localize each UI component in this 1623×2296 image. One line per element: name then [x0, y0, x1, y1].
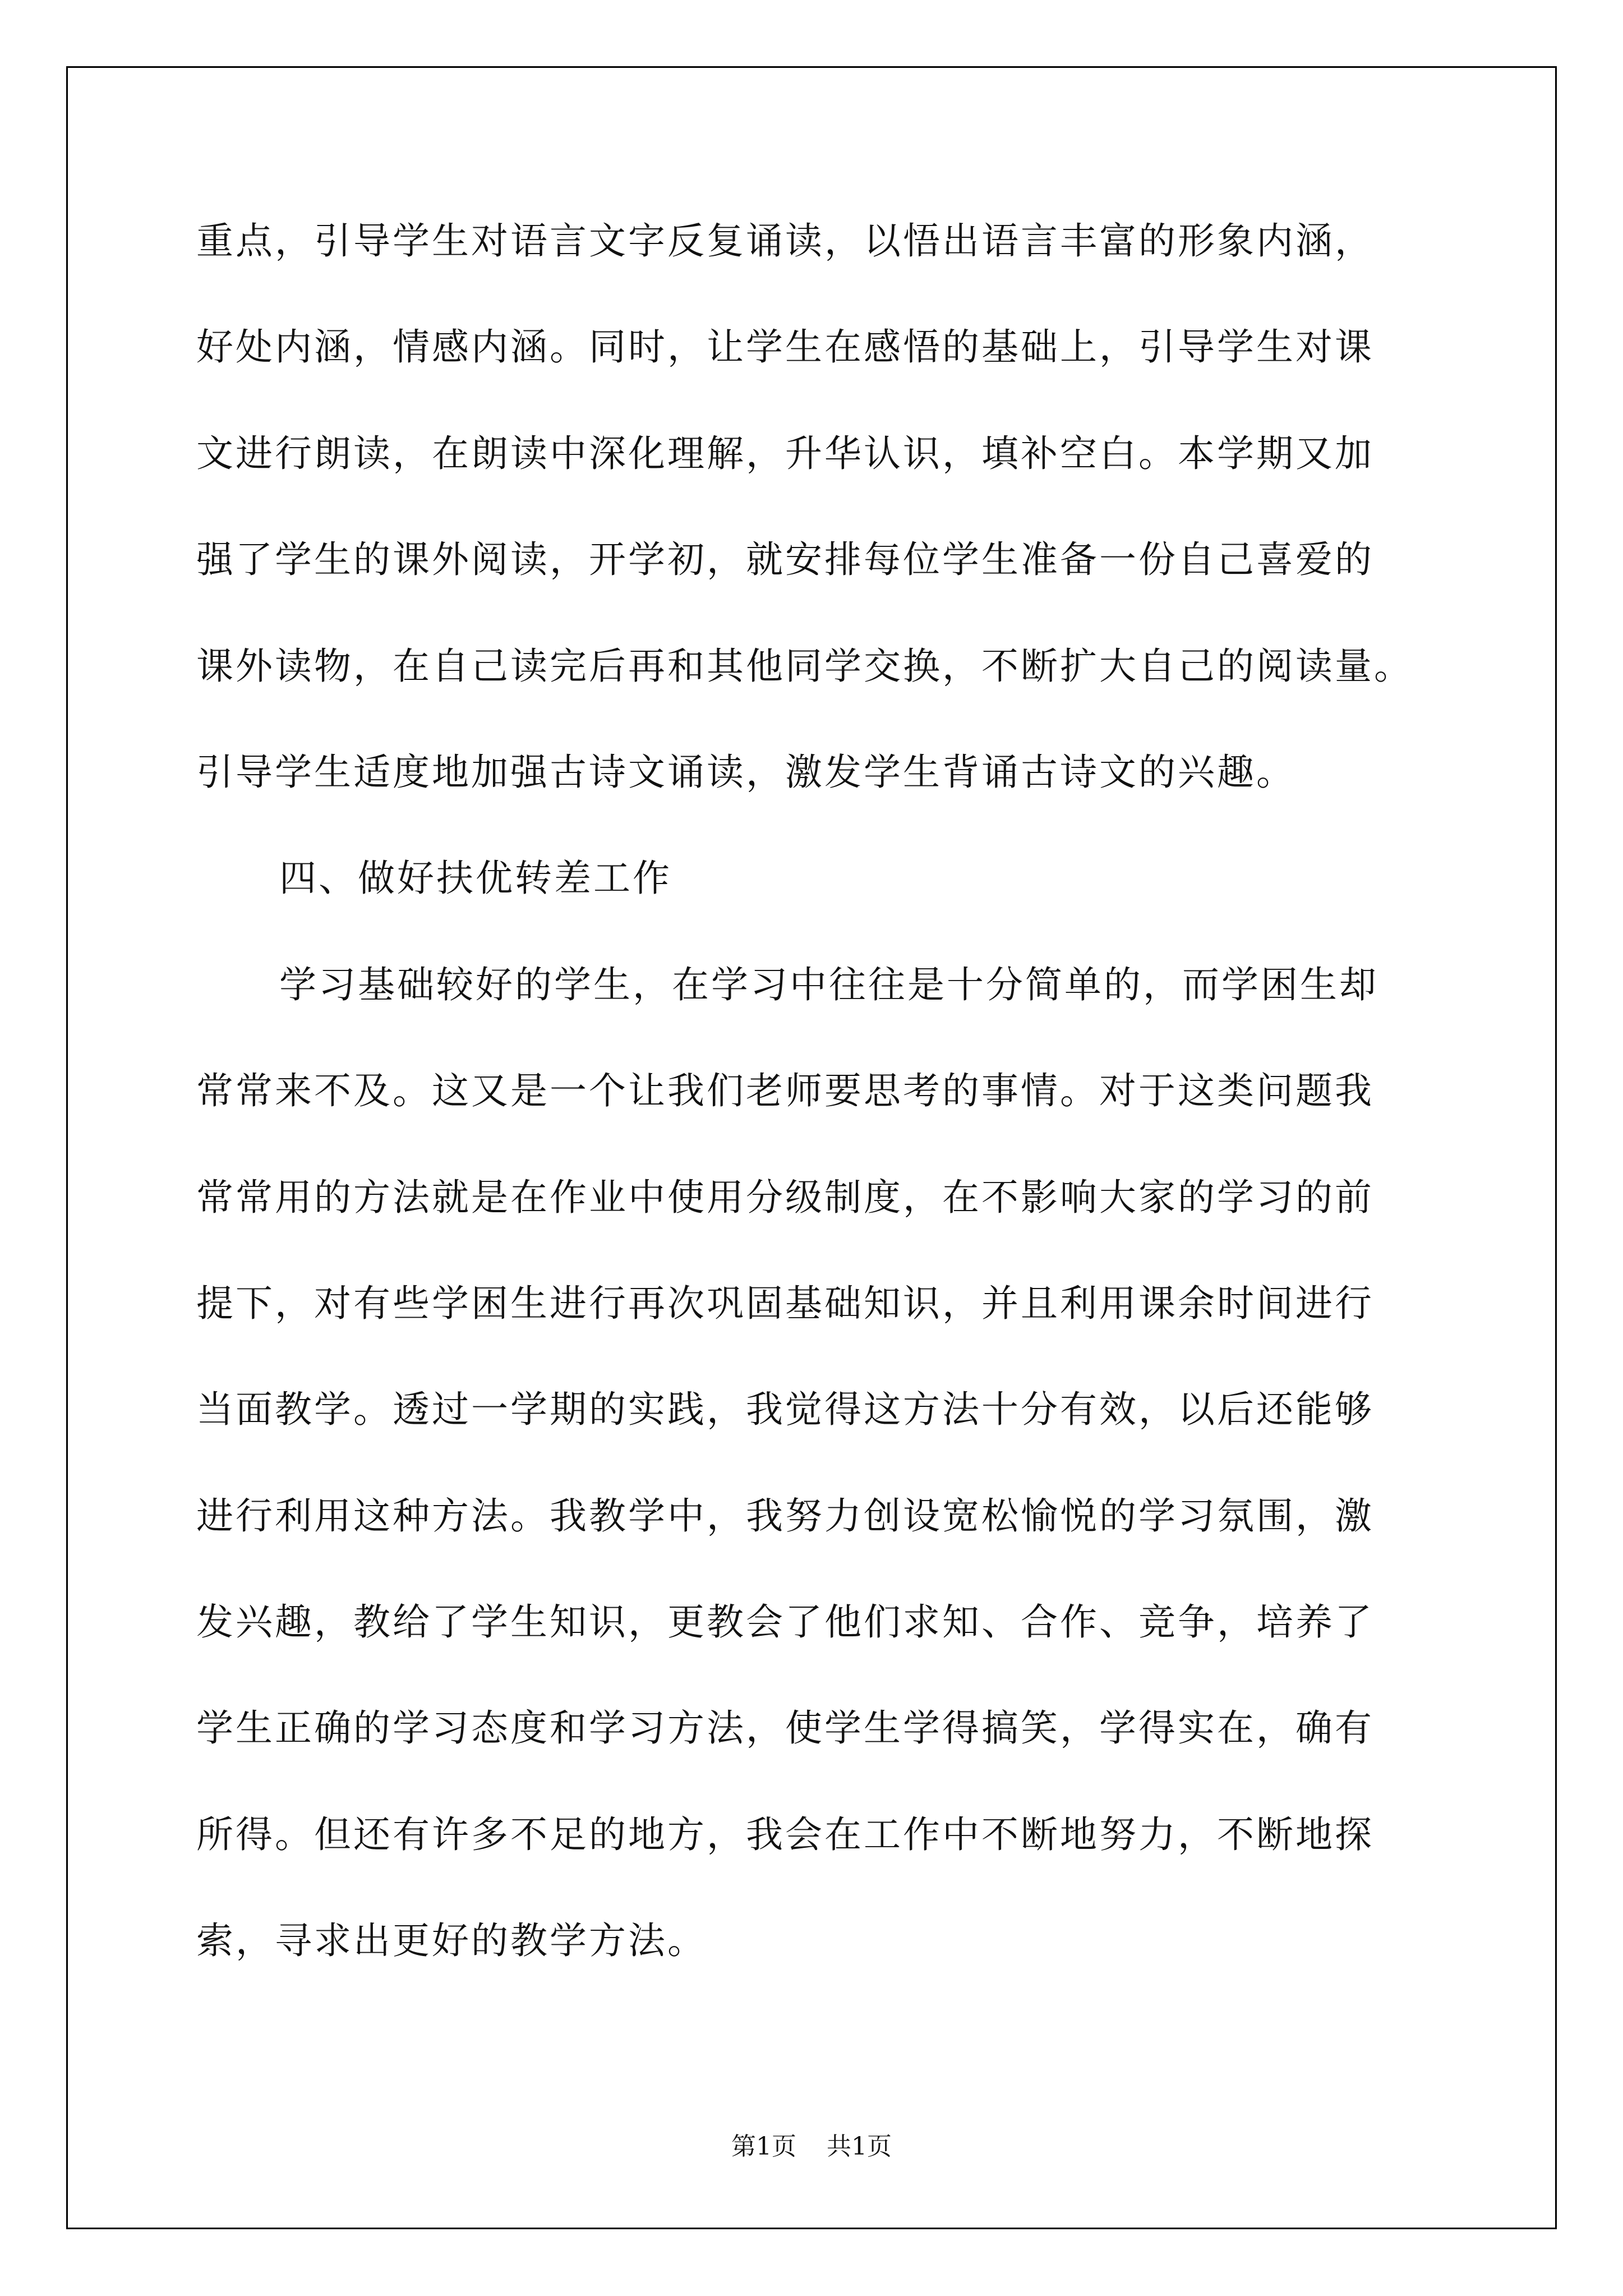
text-line: 发兴趣，教给了学生知识，更教会了他们求知、合作、竞争，培养了: [196, 1600, 1374, 1644]
text-line: 所得。但还有许多不足的地方，我会在工作中不断地努力，不断地探: [196, 1812, 1374, 1856]
section-heading: 四、做好扶优转差工作: [279, 857, 672, 900]
text-line: 课外读物，在自己读完后再和其他同学交换，不断扩大自己的阅读量。: [196, 644, 1413, 688]
text-line: 进行利用这种方法。我教学中，我努力创设宽松愉悦的学习氛围，激: [196, 1494, 1374, 1538]
text-line: 当面教学。透过一学期的实践，我觉得这方法十分有效，以后还能够: [196, 1388, 1374, 1432]
document-body: [196, 188, 1453, 1994]
page-footer: [0, 2126, 1623, 2162]
page-total: 共1页: [827, 2132, 892, 2161]
text-line: 常常用的方法就是在作业中使用分级制度，在不影响大家的学习的前: [196, 1175, 1374, 1219]
page-number: 第1页: [731, 2132, 796, 2161]
text-line: 常常来不及。这又是一个让我们老师要思考的事情。对于这类问题我: [196, 1069, 1374, 1113]
text-line: 索，寻求出更好的教学方法。: [196, 1919, 707, 1963]
text-line: 文进行朗读，在朗读中深化理解，升华认识，填补空白。本学期又加: [196, 431, 1374, 475]
text-line: 提下，对有些学困生进行再次巩固基础知识，并且利用课余时间进行: [196, 1281, 1374, 1325]
text-line: 学生正确的学习态度和学习方法，使学生学得搞笑，学得实在，确有: [196, 1706, 1374, 1750]
text-line: 重点，引导学生对语言文字反复诵读，以悟出语言丰富的形象内涵，: [196, 219, 1374, 263]
text-line: 学习基础较好的学生，在学习中往往是十分简单的，而学困生却: [279, 963, 1378, 1006]
text-line: 引导学生适度地加强古诗文诵读，激发学生背诵古诗文的兴趣。: [196, 750, 1295, 794]
text-line: 好处内涵，情感内涵。同时，让学生在感悟的基础上，引导学生对课: [196, 325, 1374, 369]
text-line: 强了学生的课外阅读，开学初，就安排每位学生准备一份自己喜爱的: [196, 538, 1374, 582]
